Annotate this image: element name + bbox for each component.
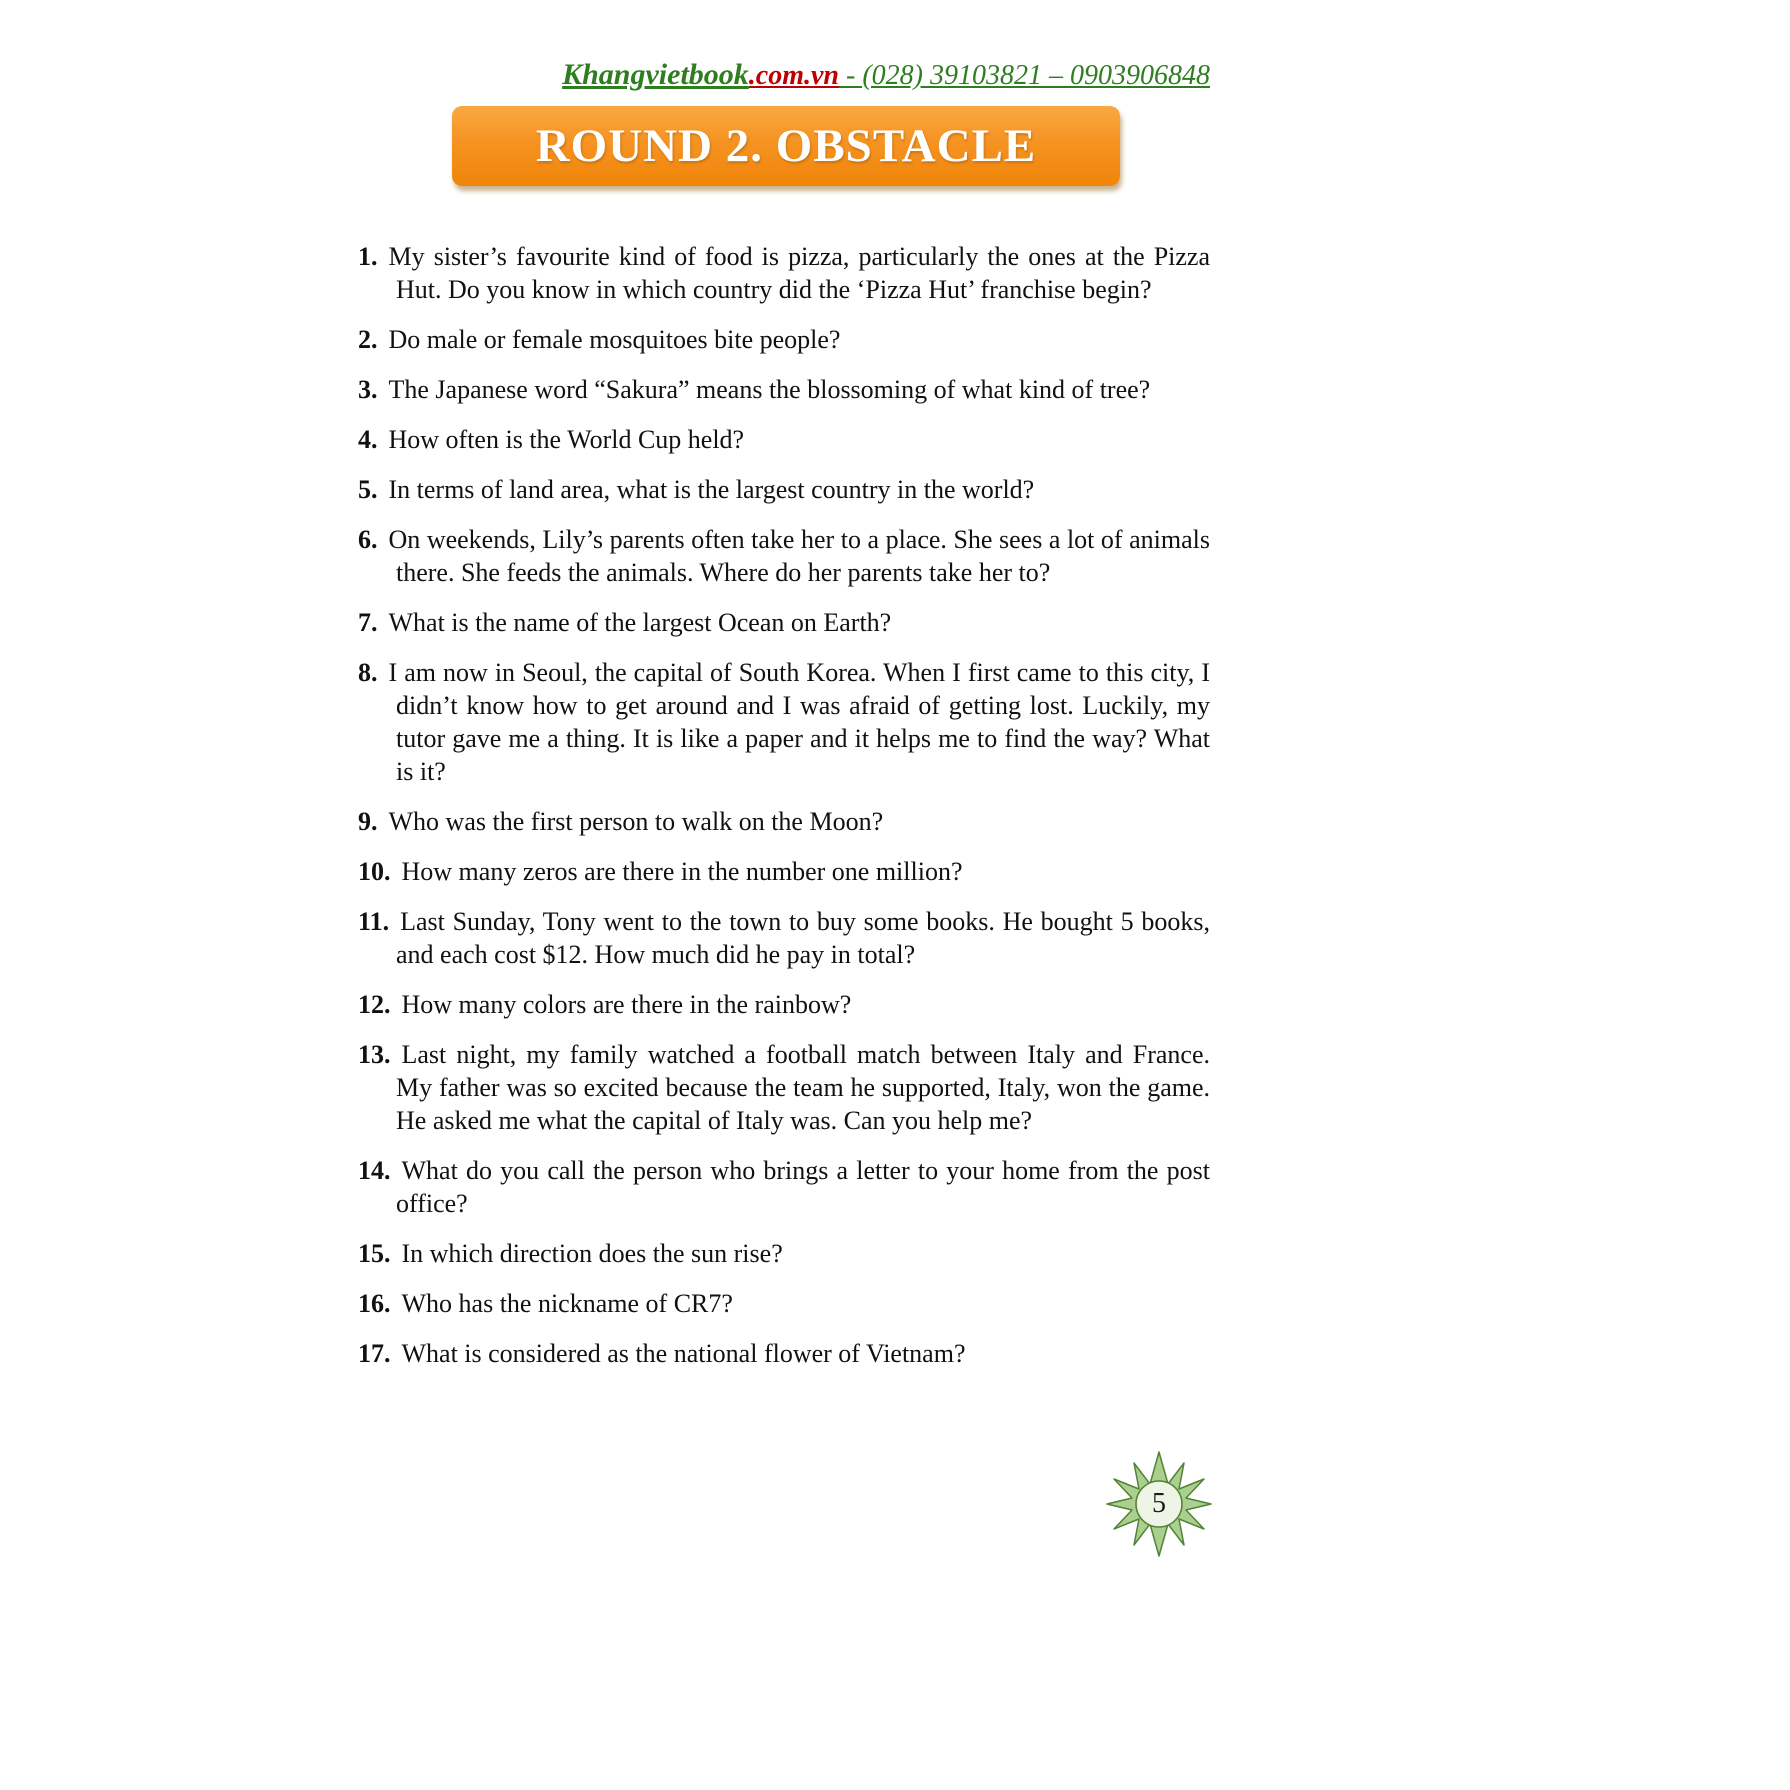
question-item: [358, 606, 1210, 639]
brand-name: Khangvietbook: [562, 58, 749, 91]
question-number: 3.: [358, 375, 378, 404]
question-item: [358, 988, 1210, 1021]
question-text: How often is the World Cup held?: [388, 425, 745, 454]
question-item: [358, 240, 1210, 306]
site-header: [360, 58, 1210, 92]
question-number: 12.: [358, 990, 391, 1019]
question-number: 6.: [358, 525, 378, 554]
question-item: [358, 423, 1210, 456]
question-item: [358, 905, 1210, 971]
question-item: [358, 656, 1210, 788]
question-number: 8.: [358, 658, 378, 687]
question-text: Do male or female mosquitoes bite people?: [388, 325, 841, 354]
question-number: 16.: [358, 1289, 391, 1318]
question-text: What is considered as the national flower of Vietnam?: [401, 1339, 966, 1368]
question-text: How many colors are there in the rainbow?: [401, 990, 852, 1019]
question-number: 7.: [358, 608, 378, 637]
question-item: [358, 805, 1210, 838]
question-text: On weekends, Lily’s parents often take her to a place. She sees a lot of animals there. She feeds the animals. Where do her parents take her to?: [388, 525, 1210, 587]
question-text: The Japanese word “Sakura” means the blossoming of what kind of tree?: [388, 375, 1151, 404]
page-number-badge: [1106, 1451, 1212, 1557]
question-number: 5.: [358, 475, 378, 504]
question-text: In terms of land area, what is the largest country in the world?: [388, 475, 1035, 504]
question-number: 14.: [358, 1156, 391, 1185]
question-item: [358, 323, 1210, 356]
question-text: How many zeros are there in the number one million?: [401, 857, 963, 886]
question-text: Last Sunday, Tony went to the town to buy some books. He bought 5 books, and each cost $12. How much did he pay in total?: [396, 907, 1210, 969]
brand-domain: .com.vn: [748, 60, 840, 91]
question-number: 9.: [358, 807, 378, 836]
question-item: [358, 1154, 1210, 1220]
question-number: 11.: [358, 907, 390, 936]
question-item: [358, 473, 1210, 506]
question-number: 13.: [358, 1040, 391, 1069]
question-text: I am now in Seoul, the capital of South Korea. When I first came to this city, I didn’t know how to get around and I was afraid of getting lost. Luckily, my tutor gave me a thing. It is like a paper and it helps me to find the way? What is it?: [388, 658, 1210, 786]
question-text: Last night, my family watched a football match between Italy and France. My father was so excited because the team he supported, Italy, won the game. He asked me what the capital of Italy was. Can you help me?: [396, 1040, 1210, 1135]
question-item: [358, 1337, 1210, 1370]
question-text: In which direction does the sun rise?: [401, 1239, 783, 1268]
question-text: What do you call the person who brings a letter to your home from the post office?: [396, 1156, 1210, 1218]
question-text: Who has the nickname of CR7?: [401, 1289, 733, 1318]
question-text: My sister’s favourite kind of food is pizza, particularly the ones at the Pizza Hut. Do you know in which country did the ‘Pizza Hut’ franchise begin?: [388, 242, 1210, 304]
question-item: [358, 855, 1210, 888]
section-title-banner: [452, 106, 1120, 186]
question-text: What is the name of the largest Ocean on Earth?: [388, 608, 892, 637]
contact-phone: - (028) 39103821 – 0903906848: [839, 60, 1210, 91]
question-text: Who was the first person to walk on the Moon?: [388, 807, 884, 836]
question-number: 1.: [358, 242, 378, 271]
question-list: [358, 240, 1210, 1387]
question-number: 15.: [358, 1239, 391, 1268]
question-item: [358, 1038, 1210, 1137]
question-number: 17.: [358, 1339, 391, 1368]
question-item: [358, 1237, 1210, 1270]
question-number: 2.: [358, 325, 378, 354]
question-item: [358, 1287, 1210, 1320]
question-number: 10.: [358, 857, 391, 886]
section-title: ROUND 2. OBSTACLE: [535, 120, 1037, 172]
question-number: 4.: [358, 425, 378, 454]
page-number: 5: [1152, 1488, 1166, 1519]
question-item: [358, 373, 1210, 406]
question-item: [358, 523, 1210, 589]
